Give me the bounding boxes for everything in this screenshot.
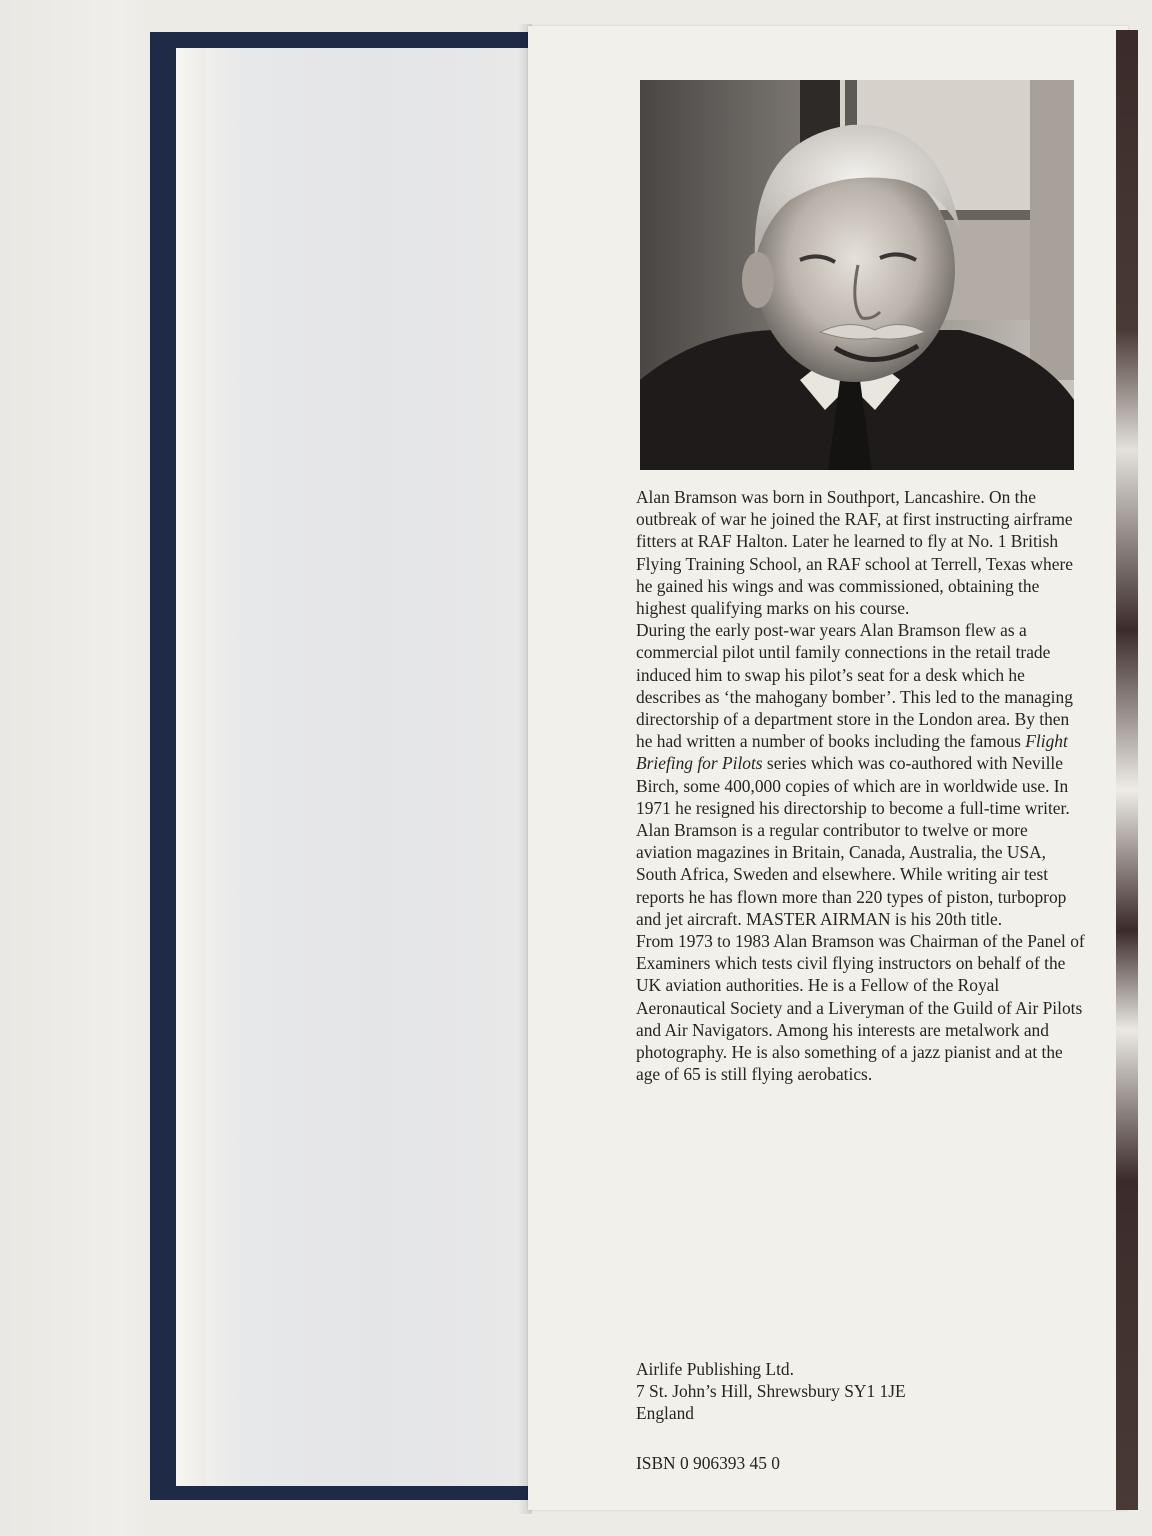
bio-paragraph: Alan Bramson was born in Southport, Lancashire. On the outbreak of war he joined the RAF, at first instructing airframe fitters at RAF Halton. Later he learned to fly at No. 1 British Flying Training School, an RAF school at Terrell, Texas where he gained his wings and was commissioned, obtaining the highest qualifying marks on his course. bbox=[636, 487, 1073, 619]
jacket-spine-edge bbox=[1116, 30, 1138, 1510]
book-gutter bbox=[176, 48, 206, 1486]
isbn-number: ISBN 0 906393 45 0 bbox=[636, 1453, 780, 1473]
bio-paragraph: During the early post-war years Alan Bramson flew as a commercial pilot until family connections in the retail trade induced him to swap his pilot’s seat for a desk which he describes as ‘the mahogany bomber’. This led to the managing directorship of a department store in the London area. By then he had written a number of books including the famous Flight Briefing for Pilots series which was co-authored with Neville Birch, some 400,000 copies of which are in worldwide use. In 1971 he resigned his directorship to become a full-time writer. bbox=[636, 620, 1073, 818]
publisher-address bbox=[636, 1358, 1086, 1425]
author-portrait-image bbox=[640, 80, 1074, 470]
bio-paragraph: Alan Bramson is a regular contributor to twelve or more aviation magazines in Britain, Canada, Australia, the USA, South Africa, Sweden and elsewhere. While writing air test reports he has flown more than 220 types of piston, turboprop and jet aircraft. MASTER AIRMAN is his 20th title. bbox=[636, 820, 1067, 929]
author-photo bbox=[640, 80, 1074, 470]
book-endpaper bbox=[176, 48, 530, 1486]
book-series-title: Flight Briefing for Pilots bbox=[636, 731, 1068, 774]
publisher-country: England bbox=[636, 1403, 694, 1424]
author-biography bbox=[636, 486, 1086, 1085]
bio-paragraph: From 1973 to 1983 Alan Bramson was Chairman of the Panel of Examiners which tests civil flying instructors on behalf of the UK aviation authorities. He is a Fellow of the Royal Aeronautical Society and a Liveryman of the Guild of Air Pilots and Air Navigators. Among his interests are metalwork and photography. He is also something of a jazz pianist and at the age of 65 is still flying aerobatics. bbox=[636, 931, 1085, 1085]
publisher-name: Airlife Publishing Ltd. bbox=[636, 1359, 794, 1379]
publisher-street: 7 St. John’s Hill, Shrewsbury SY1 1JE bbox=[636, 1381, 906, 1402]
